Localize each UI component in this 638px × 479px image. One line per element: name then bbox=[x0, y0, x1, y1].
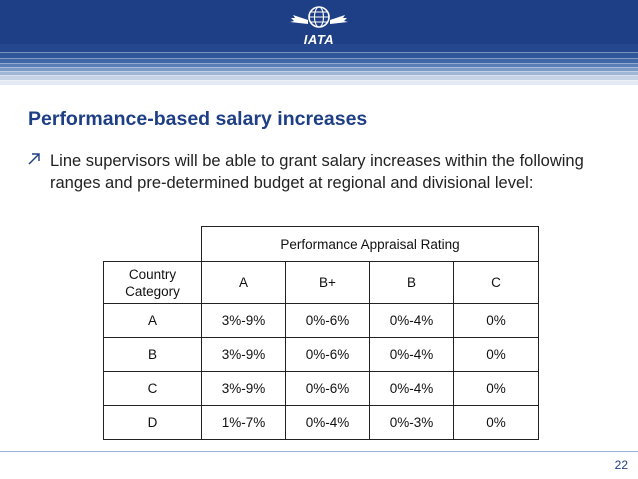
table-cell: 0%-4% bbox=[286, 406, 370, 440]
arrow-up-right-icon bbox=[27, 152, 41, 166]
table-row bbox=[104, 372, 539, 406]
table-cell: 0%-3% bbox=[370, 406, 454, 440]
salary-increase-table bbox=[103, 226, 539, 440]
group-header-cell: Performance Appraisal Rating bbox=[202, 227, 539, 262]
bullet-text: Line supervisors will be able to grant salary increases within the following ranges and pre-determined budget at regional and divisional level: bbox=[50, 152, 584, 192]
column-header: A bbox=[202, 262, 286, 304]
table-cell: 1%-7% bbox=[202, 406, 286, 440]
row-category: D bbox=[104, 406, 202, 440]
table-cell: 3%-9% bbox=[202, 338, 286, 372]
table-cell: 0%-4% bbox=[370, 304, 454, 338]
table-cell: 3%-9% bbox=[202, 304, 286, 338]
row-header-label-line1: Country bbox=[128, 266, 177, 282]
table-column-header-row bbox=[104, 262, 539, 304]
banner-stripe bbox=[0, 63, 638, 64]
banner-stripe bbox=[0, 58, 638, 59]
row-category: B bbox=[104, 338, 202, 372]
table-corner-cell bbox=[104, 227, 202, 262]
page-number: 22 bbox=[614, 458, 628, 472]
banner-stripe bbox=[0, 80, 638, 81]
table-group-header-row bbox=[104, 227, 539, 262]
table-cell: 0% bbox=[454, 372, 539, 406]
table-cell: 3%-9% bbox=[202, 372, 286, 406]
column-header: B bbox=[370, 262, 454, 304]
table-cell: 0%-6% bbox=[286, 372, 370, 406]
row-category: A bbox=[104, 304, 202, 338]
column-header: C bbox=[454, 262, 539, 304]
globe-wings-icon bbox=[289, 3, 349, 33]
table-cell: 0% bbox=[454, 304, 539, 338]
column-header: B+ bbox=[286, 262, 370, 304]
table-cell: 0% bbox=[454, 338, 539, 372]
table-cell: 0%-4% bbox=[370, 372, 454, 406]
table-cell: 0%-4% bbox=[370, 338, 454, 372]
banner-stripe bbox=[0, 52, 638, 53]
iata-logo bbox=[289, 3, 349, 45]
row-category: C bbox=[104, 372, 202, 406]
banner-stripe bbox=[0, 75, 638, 76]
row-header-label-line2: Category bbox=[125, 283, 180, 299]
banner-stripe bbox=[0, 67, 638, 68]
table-cell: 0%-6% bbox=[286, 304, 370, 338]
table-cell: 0% bbox=[454, 406, 539, 440]
logo-text: IATA bbox=[303, 32, 335, 47]
header-banner bbox=[0, 0, 638, 89]
row-header-label bbox=[104, 262, 202, 304]
table-row bbox=[104, 406, 539, 440]
table-cell: 0%-6% bbox=[286, 338, 370, 372]
footer-divider bbox=[0, 451, 638, 452]
page-title: Performance-based salary increases bbox=[28, 108, 368, 130]
banner-stripe bbox=[0, 71, 638, 72]
table-row bbox=[104, 338, 539, 372]
table-row bbox=[104, 304, 539, 338]
